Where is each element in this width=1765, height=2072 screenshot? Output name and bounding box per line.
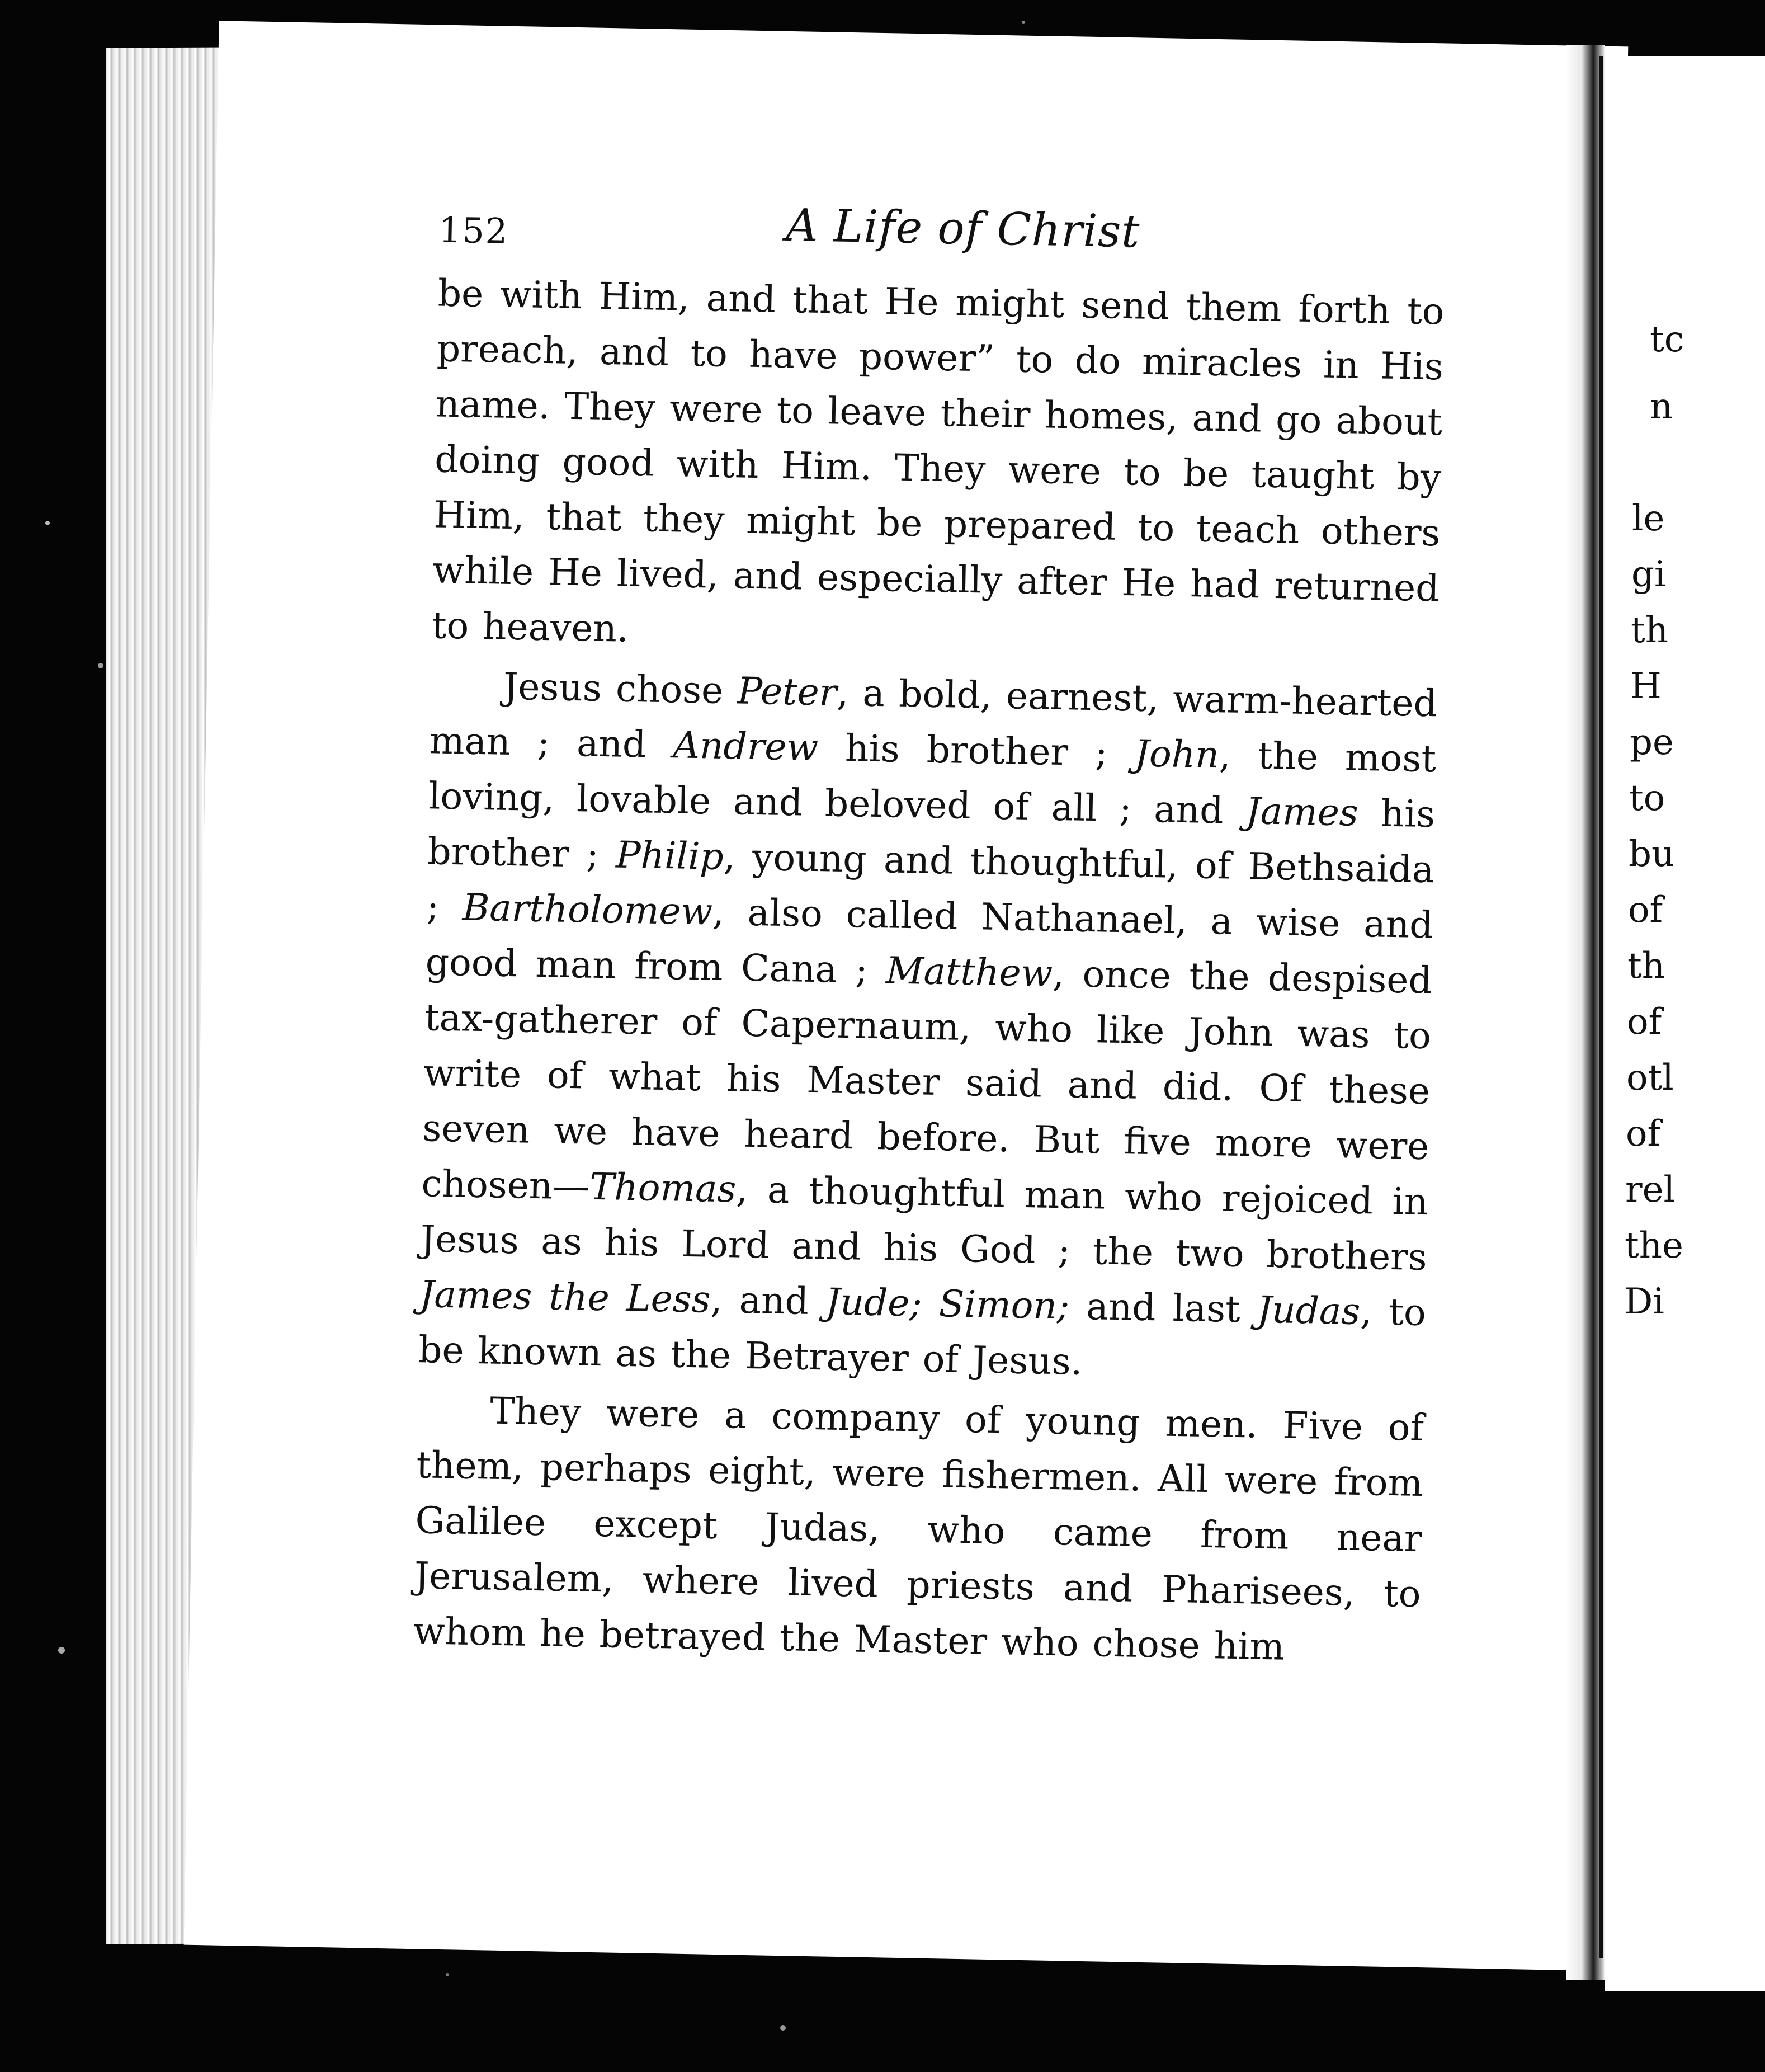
facing-page-fragment: th: [1627, 945, 1665, 987]
facing-page-fragment: le: [1632, 498, 1665, 539]
paragraph: [418, 657, 1437, 1396]
italic-name: James: [1245, 789, 1359, 835]
facing-page-fragment: of: [1626, 1113, 1661, 1155]
facing-page-fragment: Di: [1624, 1281, 1664, 1322]
italic-name: Peter: [737, 669, 837, 714]
italic-name: James the Less: [419, 1273, 711, 1321]
italic-name: Philip: [615, 833, 724, 878]
facing-page-fragment: rel: [1625, 1169, 1675, 1211]
italic-name: Jude; Simon;: [825, 1280, 1070, 1328]
text-run: Jesus chose: [503, 665, 738, 713]
facing-page-fragment: tc: [1650, 319, 1684, 360]
text-run: , the most loving, lovable and beloved of all ; and: [428, 733, 1437, 833]
page-content: [413, 192, 1446, 1677]
running-title: A Life of Christ: [785, 199, 1141, 258]
facing-page-fragment: otl: [1626, 1057, 1674, 1099]
text-run: , once the despised tax-gatherer of Capernaum, who like John was to write of what his Master said and did. Of these seven we have heard before. But five more were chosen—: [421, 952, 1433, 1208]
facing-page-fragment: gi: [1631, 554, 1666, 595]
paragraph: [413, 1382, 1424, 1677]
facing-page-fragment: pe: [1630, 722, 1674, 763]
gutter-line: [1599, 56, 1603, 1958]
book-page: [184, 21, 1629, 1971]
facing-page-fragment: bu: [1629, 833, 1675, 875]
facing-page-fragment: of: [1627, 1001, 1662, 1043]
text-run: , a bold, earnest, warm-hearted man ; and: [429, 671, 1438, 767]
facing-page-fragment: to: [1629, 778, 1665, 819]
facing-page-fragment: n: [1650, 386, 1673, 427]
text-run: They were a company of young men. Five of them, perhaps eight, were fishermen. All were from Galilee except Judas, who came from near Jerusalem, where lived priests and Pharisees, to whom he betrayed the Master who chose him: [413, 1389, 1424, 1669]
text-run: , also called Nathanael, a wise and good man from Cana ;: [425, 890, 1434, 992]
facing-page-fragment: the: [1625, 1225, 1683, 1266]
text-run: , to be known as the Betrayer of Jesus.: [418, 1289, 1427, 1383]
italic-name: Andrew: [672, 723, 819, 770]
facing-page-fragment: H: [1630, 666, 1662, 707]
text-run: , and: [710, 1278, 826, 1324]
body-text: [413, 265, 1445, 1677]
facing-page: [1605, 56, 1765, 1991]
italic-name: Matthew: [885, 949, 1053, 995]
italic-name: Bartholomew: [462, 886, 713, 934]
text-run: his brother ;: [818, 726, 1135, 775]
text-run: , young and thoughtful, of Bethsaida ;: [426, 835, 1434, 929]
page-number: 152: [438, 209, 509, 252]
text-run: and last: [1069, 1284, 1258, 1331]
paragraph: [431, 265, 1445, 671]
facing-page-fragment: of: [1628, 889, 1663, 931]
facing-page-fragment: th: [1631, 610, 1668, 651]
italic-name: Judas: [1257, 1288, 1361, 1333]
italic-name: John: [1134, 732, 1220, 777]
text-run: , a thoughtful man who rejoiced in Jesus as his Lord and his God ; the two brothers: [420, 1167, 1429, 1279]
italic-name: Thomas: [589, 1165, 737, 1211]
text-run: be with Him, and that He might send them forth to preach, and to have power” to do miracles in His name. They were to leave their homes, and go about doing good with Him. They were to be taught by Him, that they might be prepared to teach others while He lived, and especially after He had returned to heaven.: [431, 271, 1445, 651]
text-run: his brother ;: [427, 791, 1436, 877]
